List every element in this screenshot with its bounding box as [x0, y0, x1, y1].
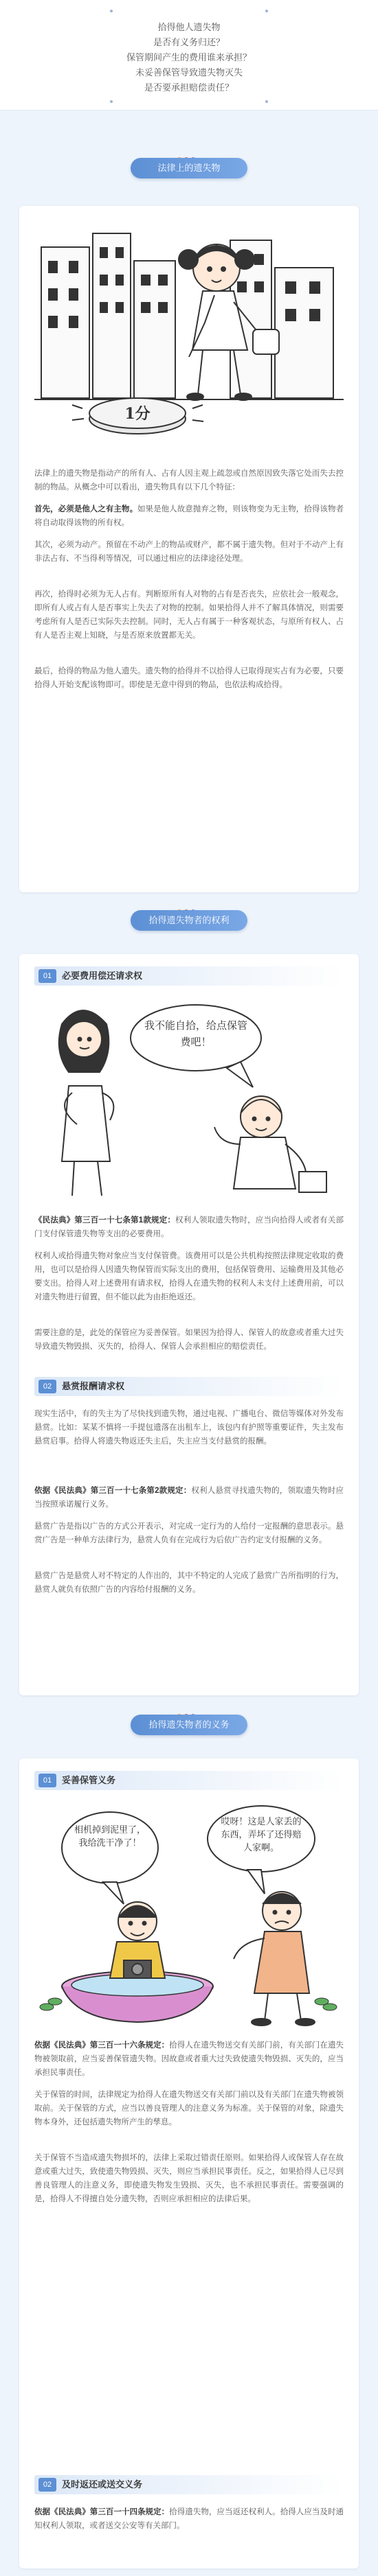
paragraph: 现实生活中，有的失主为了尽快找到遗失物，通过电视、广播电台、微信等媒体对外发布悬赏。比如：某某不慎将一手提包遗落在出租车上，该包内有护照等重要证件，失主发布悬赏启事。拾得人将遗失物返还失主后，失主应当支付悬赏的报酬。 — [34, 1410, 344, 1446]
subsection-header — [34, 1771, 344, 1790]
content-card — [19, 1759, 359, 2568]
paragraph: 权利人或拾得遗失物对象应当支付保管费。该费用可以是公共机构按照法律规定收取的费用，也可以是拾得人因遗失物保管而实际支出的费用，包括保管费用、运输费用及其他必要支出。拾得人对上述费用有请求权，拾得人在遗失物的权利人未支付上述费用前，可以对遗失物进行留置，但不能以此为由拒绝返还。 — [34, 1252, 344, 1301]
paragraph — [34, 2505, 344, 2546]
law-citation: 依据《民法典》第三百一十六条规定： — [34, 2041, 170, 2050]
paragraph: 法律上的遗失物是指动产的所有人、占有人因主观上疏忽或自然原因致失落它处而失去控制的物品。从概念中可以看出，遗失物具有以下几个特征： — [34, 469, 344, 491]
paragraph: 其次，必须为动产。预留在不动产上的物品或财产，都不属于遗失物。但对于不动产上有非法占有、不当得利等情况，可以通过相应的法律途径处理。 — [34, 541, 344, 563]
section-title: 拾得遗失物者的义务 — [131, 1715, 247, 1735]
law-citation: 依据《民法典》第三百一十七条第2款规定： — [34, 1487, 192, 1495]
paragraph: 关于保管的时间，法律规定为拾得人在遗失物送交有关部门前以及有关部门在遗失物被领取前。关于保管的方式，应当以善良管理人的注意义务为标准。关于保管的对象，除遗失物本身外，还包括遗失物所产生的孳息。 — [34, 2091, 344, 2126]
paragraph — [34, 502, 344, 530]
law-citation: 依据《民法典》第三百一十四条规定： — [34, 2508, 170, 2516]
subsection-title: 及时返还或送交义务 — [62, 2479, 143, 2490]
fee-request-illustration — [34, 997, 344, 1203]
subsection-number: 01 — [38, 1774, 56, 1787]
corner-dot — [110, 10, 113, 12]
corner-dot — [110, 100, 113, 103]
subsection-header — [34, 966, 344, 986]
subsection-number: 01 — [38, 969, 56, 983]
girl-coin-illustration — [34, 220, 344, 456]
paragraph-text: 如果是他人故意抛弃之物，则该物变为无主物，拾得该物者将自动取得该物的所有权。 — [34, 505, 344, 527]
paragraph: 最后，拾得的物品为他人遗失。遗失物的拾得并不以拾得人已取得现实占有为必要，只要拾得人开始支配该物即可。即使是无意中得到的物品，也依法构成拾得。 — [34, 667, 344, 689]
section-header — [0, 152, 378, 194]
paragraph-text: 权利人领取遗失物时，应当向拾得人或者有关部门支付保管遗失物等支出的必要费用。 — [34, 1216, 344, 1238]
content-card — [19, 954, 359, 1695]
coin-label: 1分 — [124, 405, 151, 423]
intro-block — [0, 0, 378, 111]
intro-line: 是否有义务归还？ — [153, 37, 225, 47]
speech-bubble-text: 哎呀！这是人家丢的东西，弄坏了还得赔人家啊。 — [221, 1816, 302, 1853]
ribbon-dots — [177, 1709, 201, 1713]
paragraph — [34, 1214, 344, 1241]
paragraph-text: 拾得人在遗失物送交有关部门前，有关部门在遗失物被领取前，应当妥善保管遗失物。因故意或者重大过失致使遗失物毁损、灭失的，应当承担民事责任。 — [34, 2041, 344, 2077]
ribbon-dots — [177, 905, 201, 909]
paragraph: 关于保管不当造成遗失物损坏的，法律上采取过错责任原则。如果拾得人或保管人存在故意或重大过失，致使遗失物毁损、灭失，则应当承担民事责任。反之，如果拾得人已尽到善良管理人的注意义务，即使遗失物发生毁损、灭失，也不承担民事责任。需要强调的是，拾得人不得擅自处分遗失物，否则应承担相应的法律后果。 — [34, 2154, 344, 2203]
subsection-number: 02 — [38, 2478, 56, 2492]
paragraph-text: 拾得遗失物，应当返还权利人。拾得人应当及时通知权利人领取，或者送交公安等有关部门。 — [34, 2508, 344, 2530]
section-header — [0, 1709, 378, 1750]
paragraph: 需要注意的是，此处的保管应为妥善保管。如果因为拾得人、保管人的故意或者重大过失导致遗失物毁损、灭失的，拾得人、保管人会承担相应的赔偿责任。 — [34, 1329, 344, 1351]
paragraph-text: 权利人悬赏寻找遗失物的，领取遗失物时应当按照承诺履行义务。 — [34, 1487, 344, 1509]
paragraph: 悬赏广告是悬赏人对不特定的人作出的，其中不特定的人完成了悬赏广告所指明的行为，悬赏人就负有依照广告的内容给付报酬的义务。 — [34, 1572, 344, 1594]
camera-washing-illustration — [34, 1801, 344, 2028]
subsection-title: 必要费用偿还请求权 — [62, 971, 143, 981]
intro-line: 未妥善保管导致遗失物灭失 — [135, 67, 243, 78]
intro-line: 是否要承担赔偿责任？ — [144, 82, 234, 93]
section-title: 法律上的遗失物 — [131, 158, 247, 178]
content-card — [19, 206, 359, 892]
subsection-number: 02 — [38, 1380, 56, 1393]
section-header — [0, 905, 378, 946]
paragraph: 再次，拾得时必须为无人占有。判断原所有人对物的占有是否丧失，应依社会一般观念，即所有人或占有人是否事实上失去了对物的控制。如果拾得人并不了解具体情况，则需要考虑所有人是否已实际失去控制。同时，无人占有属于一种客观状态，与原所有权人、占有人是否主观上知晓，与是否原来放置都无关。 — [34, 590, 344, 640]
paragraph — [34, 2039, 344, 2080]
corner-dot — [265, 10, 268, 12]
speech-bubble-text: 相机掉到泥里了，我给洗干净了！ — [74, 1824, 146, 1848]
paragraph — [34, 1484, 344, 1511]
subsection-title: 悬赏报酬请求权 — [62, 1381, 125, 1391]
subsection-header — [34, 1377, 344, 1396]
paragraph-lead: 首先，必须是他人之有主物。 — [34, 505, 138, 513]
corner-dot — [265, 100, 268, 103]
ribbon-dots — [177, 152, 201, 156]
paragraph: 悬赏广告是指以广告的方式公开表示，对完成一定行为的人给付一定报酬的意思表示。悬赏广告是一种单方法律行为，悬赏人负有在完成行为后依广告约定支付报酬的义务。 — [34, 1522, 344, 1544]
section-title: 拾得遗失物者的权利 — [131, 910, 247, 931]
subsection-title: 妥善保管义务 — [62, 1775, 116, 1785]
intro-line: 拾得他人遗失物 — [157, 22, 221, 32]
intro-line: 保管期间产生的费用谁来承担？ — [126, 52, 252, 62]
law-citation: 《民法典》第三百一十七条第1款规定： — [34, 1216, 176, 1225]
speech-bubble-text: 我不能自拾，给点保管费吧！ — [144, 1019, 247, 1048]
subsection-header — [34, 2475, 344, 2494]
